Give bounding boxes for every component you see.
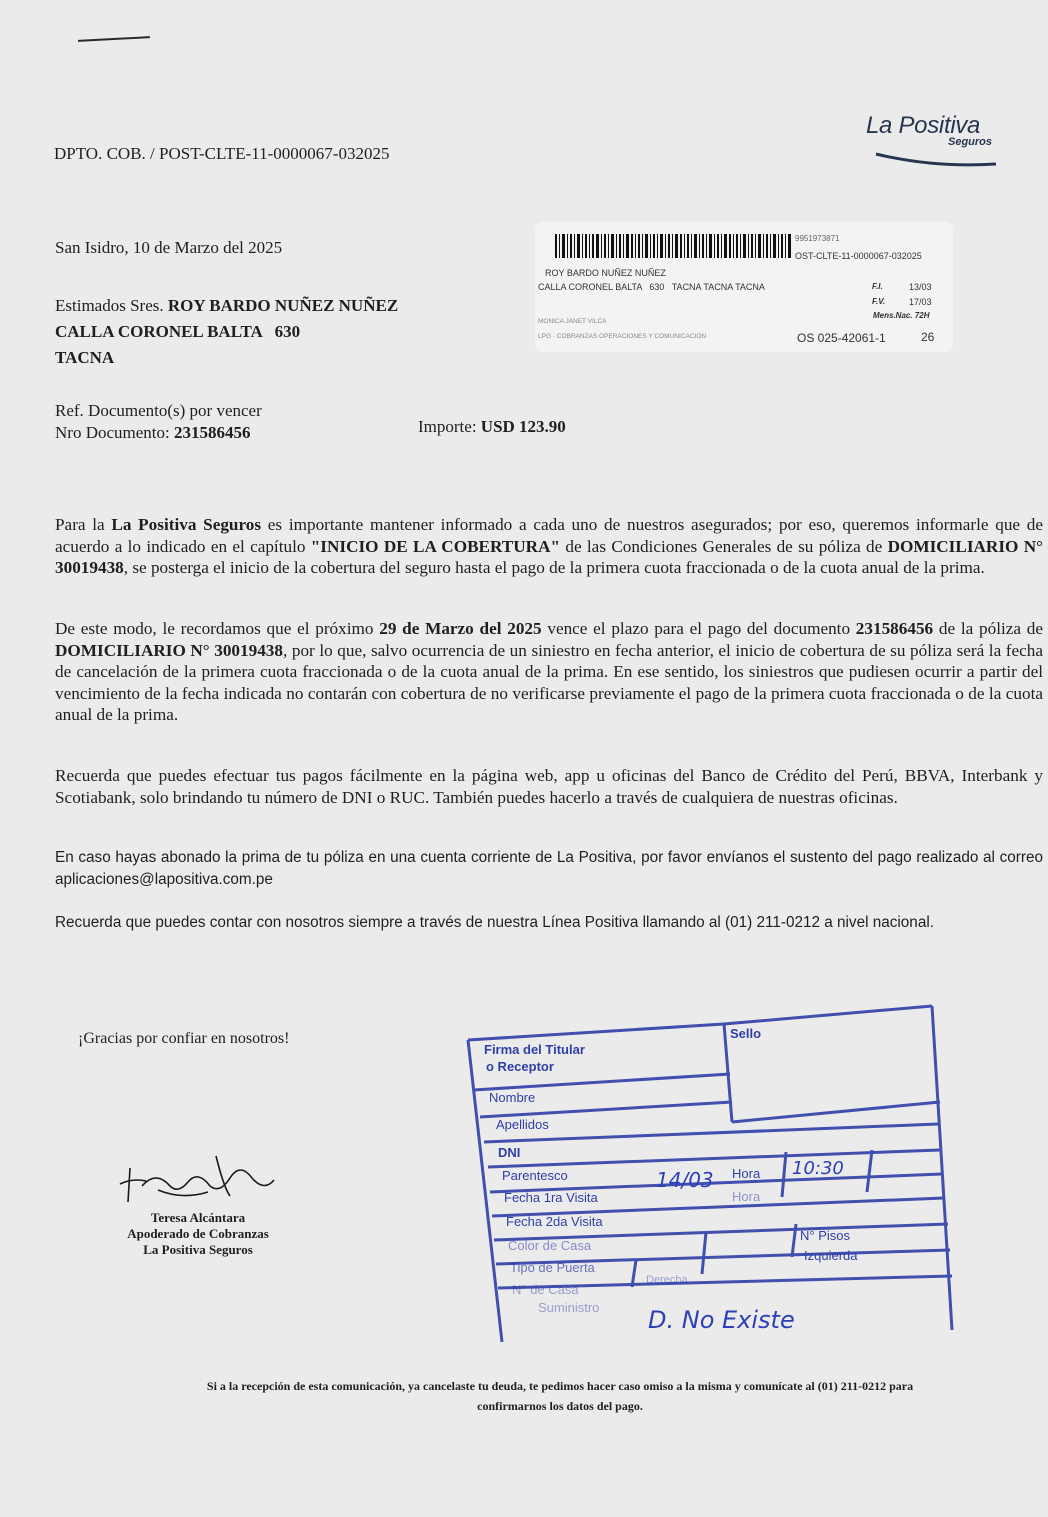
stamp-izquierda: Izquierda	[804, 1248, 858, 1263]
paragraph-1: Para la La Positiva Seguros es importante mantener informado a cada uno de nuestros asegurados; por eso, queremos informarle que de acuerdo a lo indicado en el capítulo "INICIO DE LA COBERTURA" de las Condiciones Generales de su póliza de DOMICILIARIO N° 30019438, se posterga el inicio de la cobertura del seguro hasta el pago de la primera cuota fraccionada o de la cuota anual de la prima.	[55, 515, 1043, 577]
stamp-dni: DNI	[498, 1145, 521, 1160]
barcode-icon	[555, 234, 793, 258]
label-os-code: OS 025-42061-1	[797, 331, 886, 345]
label-name: ROY BARDO NUÑEZ NUÑEZ	[545, 268, 666, 278]
signer-block	[100, 1210, 296, 1258]
label-sender: MONICA JANET VILCA	[538, 318, 607, 325]
logo-subtitle: Seguros	[947, 136, 992, 148]
stamp-color-casa: Color de Casa	[508, 1238, 592, 1253]
company-logo	[866, 112, 1000, 172]
stamp-sello: Sello	[730, 1026, 762, 1041]
paragraph-2: De este modo, le recordamos que el próximo 29 de Marzo del 2025 vence el plazo para el pago del documento 231586456 de la póliza de DOMICILIARIO N° 30019438, por lo que, salvo ocurrencia de un siniestro en fecha anterior, el inicio de cobertura de su póliza será la fecha de cancelación de la primera cuota fraccionada o de la cuota anual de la prima. En ese sentido, los siniestros que pudiesen ocurrir a partir del vencimiento de la fecha indicada no contarán con cobertura de no verificarse previamente el pago de la primera cuota fraccionada o de la cuota anual de la prima.	[55, 619, 1043, 724]
stamp-suministro: Suministro	[538, 1300, 600, 1315]
label-dept: LPG · COBRANZAS OPERACIONES Y COMUNICACION	[538, 333, 707, 340]
stamp-receptor: o Receptor	[486, 1059, 554, 1074]
paragraph-4: En caso hayas abonado la prima de tu póliza en una cuenta corriente de La Positiva, por favor envíanos el sustento del pago realizado al correo aplicaciones@lapositiva.com.pe	[55, 849, 1043, 888]
signer-company: La Positiva Seguros	[143, 1242, 253, 1257]
paragraph-5: Recuerda que puedes contar con nosotros siempre a través de nuestra Línea Positiva llamando al (01) 211-0212 a nivel nacional.	[55, 914, 934, 931]
department-reference: DPTO. COB. / POST-CLTE-11-0000067-032025	[54, 144, 390, 163]
stamp-hora2: Hora	[732, 1189, 761, 1204]
label-ost-ref: OST-CLTE-11-0000067-032025	[795, 251, 922, 261]
handwritten-time: 10:30	[792, 1158, 844, 1179]
recipient-address	[55, 293, 398, 371]
handwritten-date: 14/03	[656, 1168, 714, 1192]
amount	[418, 417, 566, 437]
letter-date: San Isidro, 10 de Marzo del 2025	[55, 238, 283, 257]
closing-thanks: ¡Gracias por confiar en nosotros!	[78, 1030, 290, 1047]
amount-value: USD 123.90	[480, 417, 566, 436]
footer-note	[100, 1376, 1020, 1416]
label-os-number: 26	[921, 330, 935, 344]
delivery-stamp	[462, 992, 962, 1352]
paragraph-3: Recuerda que puedes efectuar tus pagos fácilmente en la página web, app u oficinas del Banco de Crédito del Perú, BBVA, Interbank y Scotiabank, solo brindando tu número de DNI o RUC. También puedes hacerlo a través de cualquiera de nuestras oficinas.	[55, 766, 1043, 807]
stamp-fecha2: Fecha 2da Visita	[506, 1214, 603, 1229]
amount-label: Importe:	[418, 417, 477, 436]
signature-icon	[112, 1148, 280, 1210]
pen-mark	[78, 36, 150, 42]
label-fv: F.V.	[872, 297, 886, 306]
salutation-line	[55, 293, 398, 319]
salutation: Estimados Sres.	[55, 296, 164, 315]
signer-role: Apoderado de Cobranzas	[127, 1226, 269, 1241]
logo-swoosh-icon	[874, 150, 998, 168]
label-fi-value: 13/03	[909, 282, 932, 292]
stamp-hora: Hora	[732, 1166, 761, 1181]
document-reference	[55, 400, 262, 444]
label-fv-value: 17/03	[909, 297, 932, 307]
doc-number-label: Nro Documento:	[55, 423, 170, 442]
label-address: CALLA CORONEL BALTA 630 TACNA TACNA TACNA	[538, 282, 765, 292]
mail-label	[535, 222, 953, 352]
stamp-n-pisos: N° Pisos	[800, 1228, 850, 1243]
recipient-name: ROY BARDO NUÑEZ NUÑEZ	[167, 296, 399, 315]
doc-number: 231586456	[173, 423, 251, 442]
stamp-parentesco: Parentesco	[502, 1168, 568, 1183]
stamp-apellidos: Apellidos	[496, 1117, 549, 1132]
recipient-city: TACNA	[55, 348, 115, 367]
ref-label: Ref. Documento(s) por vencer	[55, 401, 262, 420]
footer-line-1: Si a la recepción de esta comunicación, ya cancelaste tu deuda, te pedimos hacer caso omiso a la misma y comunícate al (01) 211-0212 para	[206, 1379, 914, 1393]
label-code: 9951973871	[795, 234, 840, 243]
stamp-nombre: Nombre	[489, 1090, 536, 1105]
stamp-n-casa: N° de Casa	[512, 1282, 579, 1297]
logo-wordmark: La Positiva	[866, 112, 981, 139]
signer-name: Teresa Alcántara	[150, 1210, 246, 1225]
stamp-fecha1: Fecha 1ra Visita	[504, 1190, 598, 1205]
handwritten-note: D. No Existe	[648, 1306, 795, 1334]
label-mens: Mens.Nac. 72H	[873, 311, 930, 320]
footer-line-2: confirmarnos los datos del pago.	[477, 1399, 643, 1413]
recipient-street: CALLA CORONEL BALTA 630	[55, 322, 301, 341]
label-fi: F.I.	[872, 282, 883, 291]
stamp-firma: Firma del Titular	[484, 1042, 585, 1057]
stamp-tipo-puerta: Tipo de Puerta	[510, 1260, 595, 1275]
stamp-derecha: Derecha	[646, 1274, 688, 1286]
